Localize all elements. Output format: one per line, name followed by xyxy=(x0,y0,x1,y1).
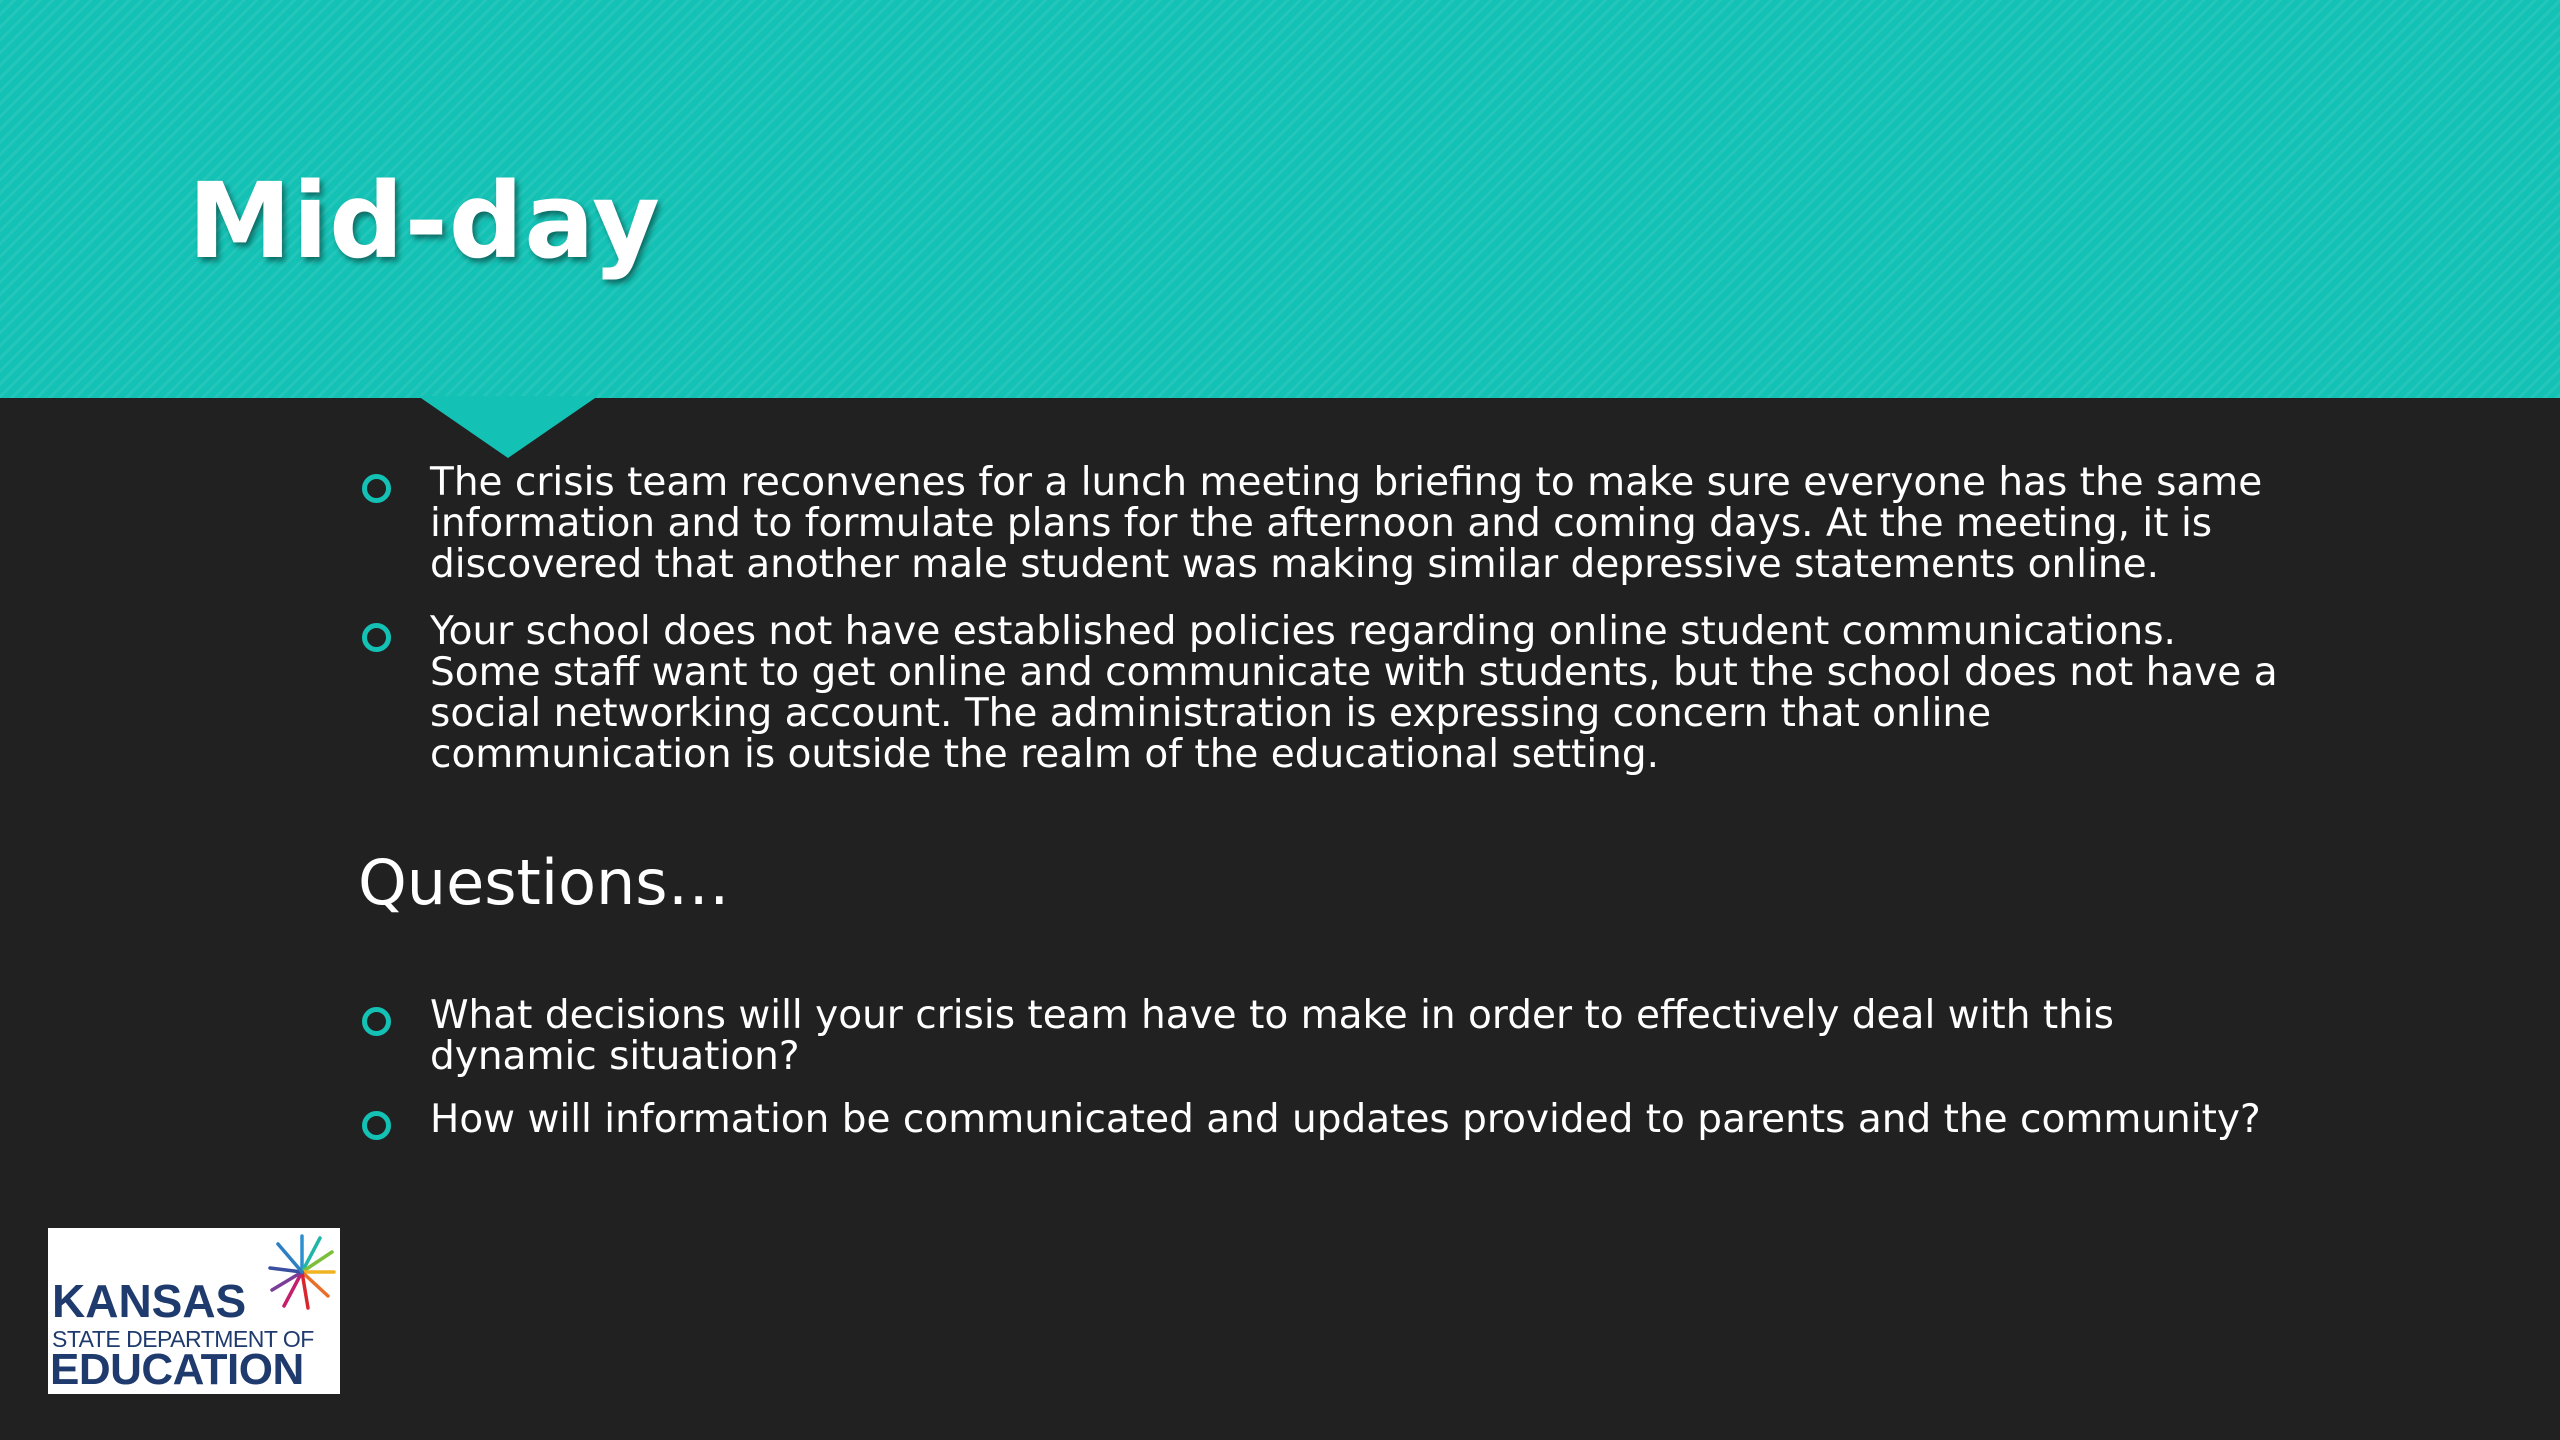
starburst-icon xyxy=(268,1232,336,1312)
circle-bullet-icon xyxy=(362,1007,391,1036)
logo-education-text: EDUCATION xyxy=(50,1345,304,1394)
question-item xyxy=(358,995,2278,1077)
bullet-list xyxy=(358,462,2278,775)
circle-bullet-icon xyxy=(362,1111,391,1140)
question-item xyxy=(358,1099,2278,1140)
circle-bullet-icon xyxy=(362,623,391,652)
questions-heading: Questions… xyxy=(358,846,730,919)
question-text: What decisions will your crisis team have to make in order to effectively deal with this dynamic situation? xyxy=(430,993,2114,1079)
slide-content xyxy=(358,462,2278,1162)
slide-title: Mid-day xyxy=(188,160,661,282)
logo-kansas-text: KANSAS xyxy=(52,1275,247,1327)
bullet-item xyxy=(358,462,2278,585)
ksde-logo xyxy=(48,1228,340,1394)
circle-bullet-icon xyxy=(362,474,391,503)
bullet-item xyxy=(358,611,2278,775)
bullet-text: The crisis team reconvenes for a lunch meeting briefing to make sure everyone has the same information and to formulate plans for the afternoon and coming days. At the meeting, it is discovered that another male student was making similar depressive statements online. xyxy=(430,460,2263,587)
bullet-text: Your school does not have established policies regarding online student communications. Some staff want to get online and communicate with students, but the school does not have a social networking account. The administration is expressing concern that online communication is outside the realm of the educational setting. xyxy=(430,609,2278,777)
questions-list xyxy=(358,995,2278,1140)
question-text: How will information be communicated and updates provided to parents and the community? xyxy=(430,1097,2261,1142)
logo-subtitle-text: STATE DEPARTMENT OF xyxy=(52,1326,314,1352)
